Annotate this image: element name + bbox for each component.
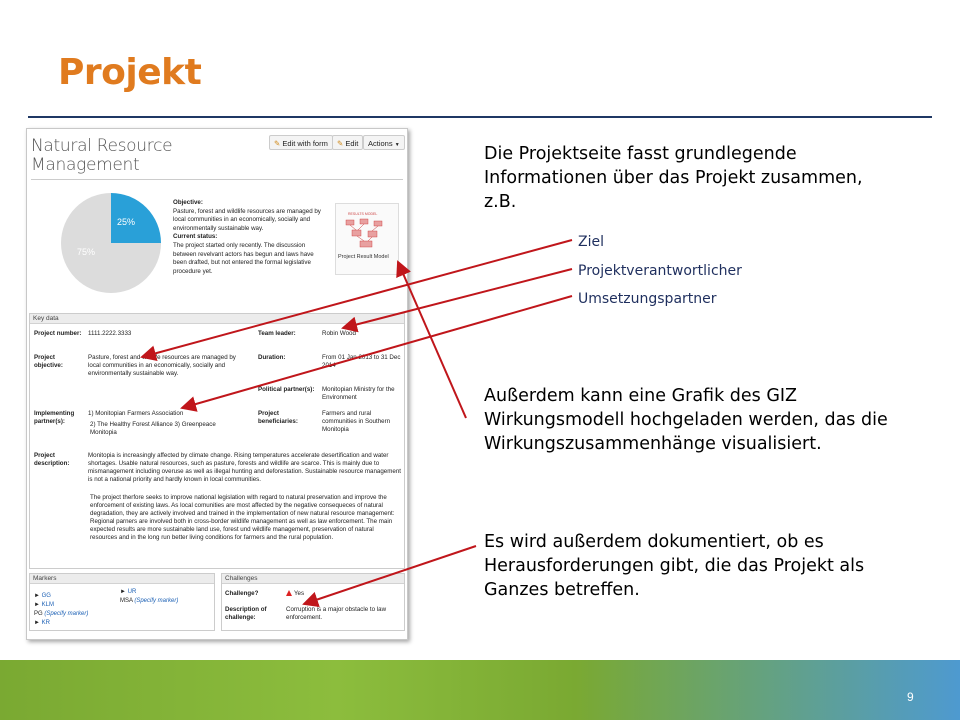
marker-pg-label: PG [34, 611, 43, 617]
challenge-value-text: Yes [294, 590, 305, 597]
bullet-projektverantwortlicher: Projektverantwortlicher [578, 263, 742, 279]
specify-marker-link[interactable]: (Specify marker) [44, 611, 89, 617]
marker-klm[interactable]: ► KLM [34, 602, 54, 608]
challenges-text: Es wird außerdem dokumentiert, ob es Herausforderungen gibt, die das Projekt als Ganzes betreffen. [484, 532, 865, 600]
result-model-image [342, 210, 394, 250]
footer-band [0, 660, 960, 720]
objective-label: Objective: [173, 199, 203, 206]
marker-klm-link[interactable]: KLM [41, 602, 54, 608]
project-heading-line1: Natural Resource [31, 136, 173, 156]
project-number-label: Project number: [34, 330, 82, 337]
actions-label: Actions [368, 139, 393, 148]
challenge-description-value: Corruption is a major obstacle to law enforcement. [286, 606, 387, 621]
project-page-screenshot [26, 128, 408, 640]
results-model-text: Außerdem kann eine Grafik des GIZ Wirkungsmodell hochgeladen werden, das die Wirkungszusammenhänge visualisiert. [484, 386, 888, 454]
edit-with-form-label: Edit with form [282, 139, 328, 148]
chevron-down-icon: ▼ [394, 142, 400, 148]
team-leader-value: Robin Wood [322, 330, 356, 337]
marker-gg[interactable]: ► GG [34, 593, 51, 599]
beneficiaries-label: Project beneficiaries: [258, 410, 298, 425]
actions-button[interactable] [363, 135, 405, 150]
project-objective-label: Project objective: [34, 354, 63, 369]
objective-text: Pasture, forest and wildlife resources are managed by local communities in an economically, socially and environmentally sustainable way. [173, 207, 321, 232]
challenges-panel [221, 573, 405, 631]
pie-grey-label: 75% [77, 247, 96, 257]
edit-with-form-button[interactable] [269, 135, 333, 150]
marker-gg-link[interactable]: GG [41, 593, 51, 599]
project-description-part1: Monitopia is increasingly affected by climate change. Rising temperatures accelerate desertification and water shortages. Usable natural resources, such as pasture, forests and wildlife are scarce. This is mainly due to mismanagement including overuse as well as illegal hunting and deforestation. Sustainable resource management is not a national priority and hardly known in local communities. [88, 452, 401, 483]
project-description-label: Project description: [34, 452, 70, 467]
challenge-description-label: Description of challenge: [225, 606, 267, 621]
political-partner-value: Monitopian Ministry for the Environment [322, 386, 395, 401]
edit-label: Edit [345, 139, 359, 148]
marker-ur[interactable]: ► UR [120, 589, 137, 595]
status-label: Current status: [173, 233, 218, 241]
project-heading [31, 137, 172, 175]
objective-status-block [173, 199, 327, 276]
bullet-umsetzungspartner: Umsetzungspartner [578, 291, 717, 307]
implementing-partner-label: Implementing partner(s): [34, 410, 75, 425]
pencil-icon: ✎ [274, 139, 281, 148]
project-description-part2: The project therfore seeks to improve national legislation with regard to natural preservation and improve the enforcement of existing laws. As local comunities are most affected by the negative consequeces of natural degradation, they are actively involved and trained in the implementation of new natural resource management: Regional parners are involved both in cross-border wildlife management as well as law enforcement. The main expected results are more sustainable land use, forest und wildlife management, preservation of natural resources and in the long run better living conditions for farmers and the rural population. [90, 494, 395, 541]
pencil-icon: ✎ [337, 139, 344, 148]
title-divider [28, 116, 932, 118]
status-text: The project started only recently. The discussion between revelvant actors has begun and laws have been drafted, but not entered the formal legislative procedure yet. [173, 241, 314, 275]
result-model-thumbnail[interactable] [335, 203, 399, 275]
marker-kr[interactable]: ► KR [34, 620, 50, 626]
intro-text: Die Projektseite fasst grundlegende Informationen über das Projekt zusammen, z.B. [484, 144, 863, 212]
marker-kr-link[interactable]: KR [41, 620, 50, 626]
project-number-value: 1111.2222.3333 [88, 330, 132, 337]
arrow-results-model [398, 262, 466, 418]
pie-blue-label: 25% [117, 217, 136, 227]
implementing-partner-1: 1) Monitopian Farmers Association [88, 410, 184, 417]
heading-divider [31, 179, 403, 180]
challenge-value [286, 590, 304, 598]
edit-button[interactable] [332, 135, 363, 150]
implementing-partner-2: 2) The Healthy Forest Alliance 3) Greenpeace Monitopia [90, 421, 216, 436]
beneficiaries-value: Farmers and rural communities in Southern Monitopia [322, 410, 391, 433]
marker-msa [120, 597, 178, 605]
marker-msa-label: MSA [120, 598, 133, 604]
team-leader-label: Team leader: [258, 330, 296, 337]
challenges-header: Challenges [222, 574, 404, 584]
bullet-ziel: Ziel [578, 234, 604, 250]
political-partner-label: Political partner(s): [258, 386, 315, 393]
key-data-panel [29, 313, 405, 569]
project-objective-value: Pasture, forest and wildlife resources are managed by local communities in an economically, socially and environmentally sustainable way. [88, 354, 236, 377]
warning-icon [286, 590, 292, 596]
challenge-label: Challenge? [225, 590, 259, 597]
marker-ur-link[interactable]: UR [127, 589, 137, 595]
key-data-header: Key data [30, 314, 404, 324]
markers-panel [29, 573, 215, 631]
duration-value: From 01 Jan 2013 to 31 Dec 2014 [322, 354, 401, 369]
specify-marker-link-2[interactable]: (Specify marker) [134, 598, 179, 604]
duration-label: Duration: [258, 354, 286, 361]
markers-header: Markers [30, 574, 214, 584]
slide-title: Projekt [58, 52, 202, 93]
page-number: 9 [907, 690, 914, 704]
marker-pg [34, 610, 88, 618]
result-model-image-title: RESULTS MODEL [348, 212, 378, 216]
result-model-caption: Project Result Model [338, 254, 389, 260]
project-heading-line2: Management [31, 155, 140, 175]
progress-pie-chart [61, 193, 161, 293]
